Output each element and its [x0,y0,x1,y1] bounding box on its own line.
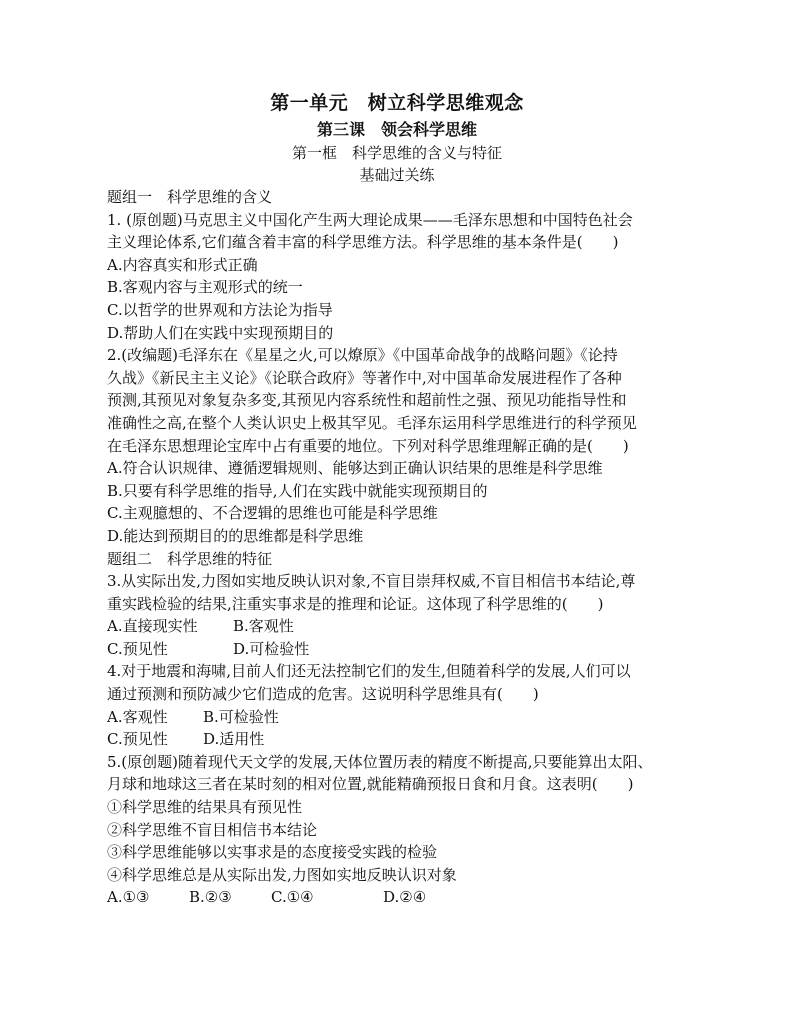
option-a: A.符合认识规律、遵循逻辑规则、能够达到正确认识结果的思维是科学思维 [107,459,603,478]
option-b: B.②③ [189,888,232,907]
frame-title: 第一框 科学思维的含义与特征 [291,144,502,162]
lesson-title: 第三课 领会科学思维 [316,120,477,139]
question-stem-line: 久战》《新民主主义论》《论联合政府》等著作中,对中国革命发展进程作了各种 [107,368,622,387]
question-stem-line: 准确性之高,在整个人类认识史上极其罕见。毛泽东运用科学思维进行的科学预见 [107,413,637,432]
option-d: D.②④ [383,888,427,907]
question-stem-line: 主义理论体系,它们蕴含着丰富的科学思维方法。科学思维的基本条件是( ) [107,233,619,252]
question-stem-line: 1. (原创题)马克思主义中国化产生两大理论成果——毛泽东思想和中国特色社会 [107,210,633,229]
option-b: B.客观内容与主观形式的统一 [107,278,303,297]
group-heading-1: 题组一 科学思维的含义 [107,188,273,206]
option-c: C.预见性 [107,730,168,749]
option-b: B.客观性 [233,617,294,636]
question-3 [107,570,697,660]
question-stem-line: 5.(原创题)随着现代天文学的发展,天体位置历表的精度不断提高,只要能算出太阳、 [107,752,653,771]
option-d: D.适用性 [203,730,265,749]
question-stem-line: 重实践检验的结果,注重实事求是的推理和论证。这体现了科学思维的( ) [107,594,604,613]
option-row [107,706,697,729]
statement-item: ②科学思维不盲目相信书本结论 [107,820,318,839]
option-a: A.内容真实和形式正确 [107,255,258,274]
option-b: B.只要有科学思维的指导,人们在实践中就能实现预期目的 [107,481,488,500]
question-4 [107,660,697,750]
option-c: C.主观臆想的、不合逻辑的思维也可能是科学思维 [107,504,438,523]
option-row [107,615,697,638]
statement-item: ③科学思维能够以实事求是的态度接受实践的检验 [107,843,438,862]
question-stem-line: 在毛泽东思想理论宝库中占有重要的地位。下列对科学思维理解正确的是( ) [107,436,629,455]
option-row [107,638,697,661]
question-5 [107,751,697,909]
question-1 [107,209,697,345]
option-d: D.能达到预期目的的思维都是科学思维 [107,526,364,545]
option-d: D.可检验性 [233,639,310,658]
option-a: A.直接现实性 [107,617,198,636]
question-stem-line: 2.(改编题)毛泽东在《星星之火,可以燎原》《中国革命战争的战略问题》《论持 [107,346,618,365]
question-stem-line: 预测,其预见对象复杂多变,其预见内容系统性和超前性之强、预见功能指导性和 [107,391,627,410]
question-body [107,186,697,909]
question-stem-line: 月球和地球这三者在某时刻的相对位置,就能精确预报日食和月食。这表明( ) [107,775,634,794]
option-b: B.可检验性 [203,707,279,726]
statement-item: ④科学思维总是从实际出发,力图如实地反映认识对象 [107,865,457,884]
question-2 [107,344,697,547]
option-c: C.①④ [271,888,314,907]
option-c: C.预见性 [107,639,168,658]
option-row [107,886,697,909]
practice-title: 基础过关练 [359,166,435,184]
option-d: D.帮助人们在实践中实现预期目的 [107,323,334,342]
group-heading-2: 题组二 科学思维的特征 [107,549,273,568]
unit-title: 第一单元 树立科学思维观念 [270,92,524,114]
option-a: A.①③ [107,888,150,907]
option-c: C.以哲学的世界观和方法论为指导 [107,300,333,319]
question-stem-line: 通过预测和预防减少它们造成的危害。这说明科学思维具有( ) [107,685,539,704]
statement-item: ①科学思维的结果具有预见性 [107,798,303,817]
option-row [107,728,697,751]
question-stem-line: 4.对于地震和海啸,目前人们还无法控制它们的发生,但随着科学的发展,人们可以 [107,662,631,681]
question-stem-line: 3.从实际出发,力图如实地反映认识对象,不盲目崇拜权威,不盲目相信书本结论,尊 [107,572,636,591]
option-a: A.客观性 [107,707,168,726]
